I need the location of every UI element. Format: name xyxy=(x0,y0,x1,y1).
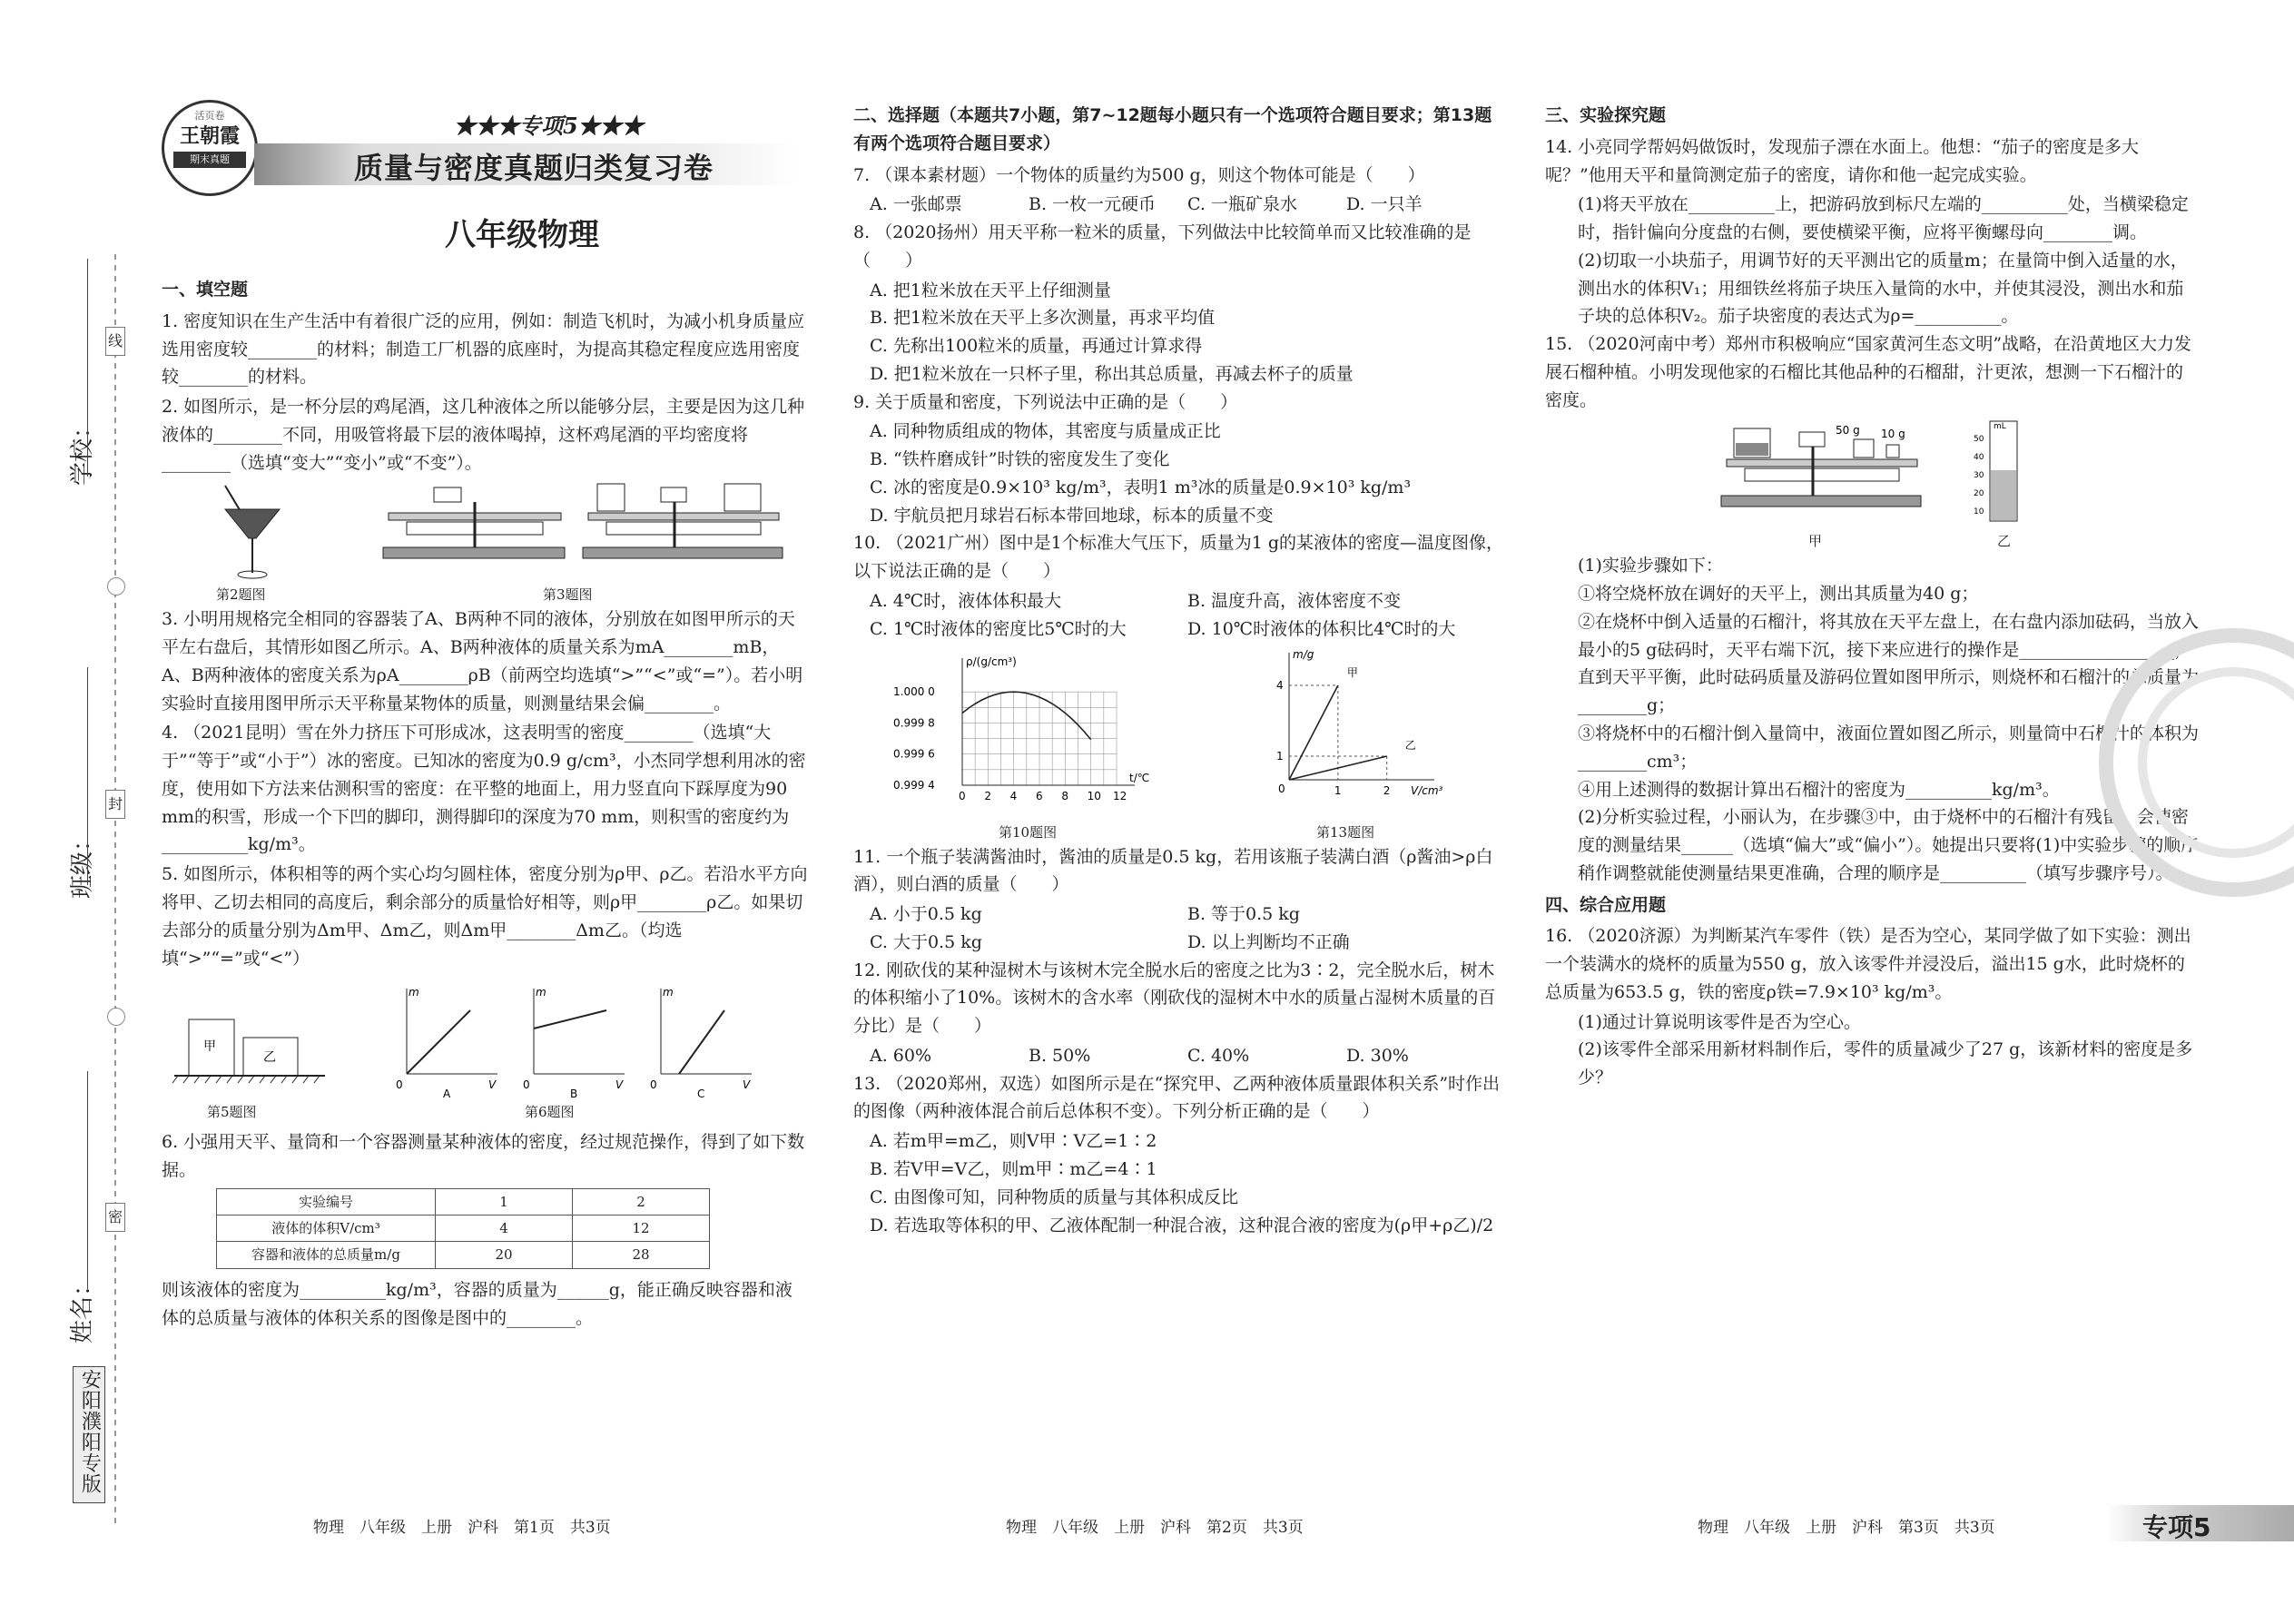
svg-text:乙: 乙 xyxy=(263,1050,276,1066)
fig-15a-caption: 甲 xyxy=(1808,533,1823,550)
svg-text:0: 0 xyxy=(523,1078,530,1092)
option[interactable]: B. 等于0.5 kg xyxy=(1187,904,1300,925)
binding-knob-1 xyxy=(107,577,125,595)
mass-volume-chart xyxy=(1253,644,1452,825)
option[interactable]: A. 若m甲=m乙，则V甲∶V乙=1∶2 xyxy=(870,1131,1157,1152)
section-experiment: 三、实验探究题 xyxy=(1545,105,1667,125)
q10-options-2 xyxy=(853,615,1505,644)
option[interactable]: D. 宇航员把月球岩石标本带回地球，标本的质量不变 xyxy=(870,505,1274,526)
x-axis-label: t/℃ xyxy=(1129,771,1150,784)
y-axis-label: m/g xyxy=(1293,647,1314,661)
option[interactable]: C. 先称出100粒米的质量，再通过计算求得 xyxy=(870,336,1203,357)
table-cell: 实验编号 xyxy=(217,1188,436,1215)
table-row xyxy=(217,1242,710,1268)
option[interactable]: B. 若V甲=V乙，则m甲∶m乙=4∶1 xyxy=(870,1158,1157,1179)
question-14a: (1)将天平放在__________上，把游码放到标尺左端的__________处，当横梁稳定时，指针偏向分度盘的右侧，要使横梁平衡，应将平衡螺母向________调。 xyxy=(1578,194,2189,243)
watermark-seal xyxy=(2097,626,2294,899)
table-cell: 液体的体积V/cm³ xyxy=(217,1216,436,1242)
q7-options xyxy=(853,191,1505,219)
binding-knob-2 xyxy=(107,1008,125,1026)
question-2: 2. 如图所示，是一杯分层的鸡尾酒，这几种液体之所以能够分层，主要是因为这几种液体的________不同，用吸管将最下层的液体喝掉，这杯鸡尾酒的平均密度将________（选填“变大”“变小”或“不变”）。 xyxy=(162,397,805,473)
option[interactable]: A. 4℃时，液体体积最大 xyxy=(870,591,1062,612)
balance-image-a xyxy=(379,484,570,584)
option[interactable]: A. 同种物质组成的物体，其密度与质量成正比 xyxy=(870,421,1221,442)
cocktail-glass-image xyxy=(216,482,289,582)
option[interactable]: C. 大于0.5 kg xyxy=(870,931,982,952)
fig-15 xyxy=(1545,416,2199,552)
question-11: 11. 一个瓶子装满酱油时，酱油的质量是0.5 kg，若用该瓶子装满白酒（ρ酱油>ρ白酒），则白酒的质量（ ） xyxy=(853,846,1493,895)
svg-text:50 g: 50 g xyxy=(1836,424,1860,438)
option[interactable]: B. 一枚一元硬币 xyxy=(1029,194,1157,215)
table-row xyxy=(217,1188,710,1215)
option[interactable]: D. 30% xyxy=(1346,1045,1409,1066)
x-tick-label: 1 xyxy=(1334,783,1342,797)
question-6: 6. 小强用天平、量筒和一个容器测量某种液体的密度，经过规范操作，得到了如下数据。 xyxy=(162,1132,805,1181)
option[interactable]: D. 10℃时液体的体积比4℃时的大 xyxy=(1187,618,1456,639)
svg-text:20: 20 xyxy=(1974,489,1984,499)
svg-text:A: A xyxy=(443,1088,451,1101)
y-tick-label: 0.999 8 xyxy=(893,715,935,729)
question-12: 12. 刚砍伐的某种湿树木与该树木完全脱水后的密度之比为3∶2，完全脱水后，树木的体积缩小了10%。该树木的含水率（刚砍伐的湿树木中水的质量占湿树木质量的百分比）是（ ） xyxy=(853,960,1496,1037)
fig-5-caption: 第5题图 xyxy=(207,1104,257,1121)
option[interactable]: A. 小于0.5 kg xyxy=(870,904,982,925)
fig-10-13 xyxy=(853,644,1505,843)
footer-page-3: 物理 八年级 上册 沪科 第3页 共3页 xyxy=(1698,1519,1995,1537)
footer-page-2: 物理 八年级 上册 沪科 第2页 共3页 xyxy=(1006,1519,1304,1537)
question-10: 10. （2021广州）图中是1个标准大气压下，质量为1 g的某液体的密度—温度图像，以下说法正确的是（ ） xyxy=(853,533,1503,582)
edition-box xyxy=(73,1366,105,1503)
x-tick-label: 2 xyxy=(1383,783,1391,797)
y-tick-label: 1.000 0 xyxy=(893,684,935,698)
svg-text:V: V xyxy=(615,1078,624,1092)
data-table-6 xyxy=(216,1188,710,1269)
svg-text:m: m xyxy=(409,986,419,999)
class-field[interactable] xyxy=(87,667,89,885)
svg-text:V: V xyxy=(743,1078,751,1092)
option[interactable]: B. “铁杵磨成针”时铁的密度发生了变化 xyxy=(870,449,1170,470)
binding-line xyxy=(113,254,117,1525)
fig-5-6 xyxy=(162,974,808,1128)
balance-image-b xyxy=(579,478,788,584)
svg-text:m: m xyxy=(536,986,546,999)
column-2 xyxy=(853,98,1505,1239)
option[interactable]: A. 一张邮票 xyxy=(870,194,962,215)
section-choice: 二、选择题（本题共7小题，第7~12题每小题只有一个选项符合题目要求；第13题有两个选项符合题目要求） xyxy=(853,105,1492,153)
y-tick-label: 0.999 4 xyxy=(893,778,935,792)
x-axis-label: V/cm³ xyxy=(1411,783,1443,797)
graph-b xyxy=(516,983,634,1101)
density-temperature-chart xyxy=(890,649,1189,822)
series-line-2 xyxy=(1289,756,1387,780)
question-16a: (1)通过计算说明该零件是否为空心。 xyxy=(1578,1011,1861,1032)
table-cell: 容器和液体的总质量m/g xyxy=(217,1242,436,1268)
option[interactable]: B. 温度升高，液体密度不变 xyxy=(1187,591,1402,612)
svg-text:V: V xyxy=(488,1078,497,1092)
question-3: 3. 小明用规格完全相同的容器装了A、B两种不同的液体，分别放在如图甲所示的天平左右盘后，其情形如图乙所示。A、B两种液体的质量关系为mA________mB，A、B两种液体的密度关系为ρA________ρB（前两空均选填“>”“<”或“=”）。若小明实验时直接用图甲所示天平称量某物体的质量，则测量结果会偏________。 xyxy=(162,609,803,714)
option[interactable]: D. 一只羊 xyxy=(1346,194,1423,215)
graph-a xyxy=(389,983,507,1101)
graph-c xyxy=(643,983,761,1101)
fig-2-3 xyxy=(162,478,808,605)
column-3 xyxy=(1545,98,2199,1092)
series-line-1 xyxy=(1289,685,1338,780)
q11-options-2 xyxy=(853,929,1505,957)
name-field[interactable] xyxy=(87,1071,89,1289)
table-cell: 20 xyxy=(436,1242,573,1268)
question-15a: (1)实验步骤如下： xyxy=(1578,556,1723,576)
option[interactable]: C. 冰的密度是0.9×10³ kg/m³，表明1 m³冰的质量是0.9×10³ kg/m³ xyxy=(870,477,1412,497)
svg-text:甲: 甲 xyxy=(203,1039,216,1055)
option[interactable]: C. 一瓶矿泉水 xyxy=(1187,194,1297,215)
question-14: 14. 小亮同学帮妈妈做饭时，发现茄子漂在水面上。他想：“茄子的密度是多大呢？”他用天平和量筒测定茄子的密度，请你和他一起完成实验。 xyxy=(1545,136,2139,185)
measuring-cylinder-image xyxy=(1972,416,2035,534)
bind-label-secret: 密 xyxy=(105,1203,125,1232)
x-tick-label: 6 xyxy=(1036,789,1043,802)
x-tick-label: 12 xyxy=(1113,789,1127,802)
x-tick-label: 4 xyxy=(1009,789,1018,802)
section-application: 四、综合应用题 xyxy=(1545,894,1667,915)
edition-label: 安阳濮阳专版 xyxy=(78,1369,102,1494)
series-label-2: 乙 xyxy=(1404,738,1416,752)
svg-text:C: C xyxy=(697,1088,705,1101)
bind-label-line: 线 xyxy=(105,327,125,356)
table-cell: 12 xyxy=(573,1216,710,1242)
footer-tag-label: 专项5 xyxy=(2142,1512,2211,1542)
school-label: 学校： xyxy=(69,414,96,486)
logo-text: 王朝霞 xyxy=(179,123,240,148)
header-title: 质量与密度真题归类复习卷 xyxy=(354,151,714,185)
option[interactable]: D. 若选取等体积的甲、乙液体配制一种混合液，这种混合液的密度为(ρ甲+ρ乙)/2 xyxy=(870,1215,1494,1235)
section-fill: 一、填空题 xyxy=(162,280,249,300)
question-6b: 则该液体的密度为__________kg/m³，容器的质量为______g，能正确反映容器和液体的总质量与液体的体积关系的图像是图中的________。 xyxy=(162,1279,793,1328)
question-8: 8. （2020扬州）用天平称一粒米的质量，下列做法中比较简单而又比较准确的是（ ） xyxy=(853,222,1472,271)
class-label: 班级： xyxy=(69,827,96,899)
fig-13-caption: 第13题图 xyxy=(1316,823,1375,841)
question-14b: (2)切取一小块茄子，用调节好的天平测出它的质量m；在量筒中倒入适量的水，测出水的体积V₁；用细铁丝将茄子块压入量筒的水中，并使其浸没，测出水和茄子块的总体积V₂。茄子块密度的表达式为ρ=__________。 xyxy=(1578,250,2188,327)
fig-6-caption: 第6题图 xyxy=(525,1104,575,1121)
y-tick-label: 4 xyxy=(1276,678,1284,692)
question-13: 13. （2020郑州，双选）如图所示是在“探究甲、乙两种液体质量跟体积关系”时作出的图像（两种液体混合前后总体积不变）。下列分析正确的是（ ） xyxy=(853,1073,1501,1122)
bind-label-seal: 封 xyxy=(105,790,125,819)
question-15-step2: ②在烧杯中倒入适量的石榴汁，将其放在天平左盘上，在右盘内添加砝码，当放入最小的5 g砝码时，天平右端下沉，接下来应进行的操作是__________________，直到天平平衡，此时砝码质量及游码位置如图甲所示，则烧杯和石榴汁的总质量为________g； xyxy=(1578,611,2200,716)
svg-text:m: m xyxy=(663,986,674,999)
q10-options-1 xyxy=(853,587,1505,615)
option[interactable]: C. 由图像可知，同种物质的质量与其体积成反比 xyxy=(870,1186,1238,1207)
svg-text:mL: mL xyxy=(1994,422,2006,432)
question-1: 1. 密度知识在生产生活中有着很广泛的应用，例如：制造飞机时，为减小机身质量应选用密度较________的材料；制造工厂机器的底座时，为提高其稳定程度应选用密度较________的材料。 xyxy=(162,310,805,388)
fig-2-caption: 第2题图 xyxy=(216,586,266,604)
header-badge: ★★★专项5★★★ xyxy=(454,113,644,139)
y-axis-label: ρ/(g/cm³) xyxy=(966,655,1017,668)
table-row xyxy=(217,1216,710,1242)
table-cell: 1 xyxy=(436,1188,573,1215)
svg-text:B: B xyxy=(570,1088,578,1101)
logo-bottom: 期末真题 xyxy=(173,152,246,168)
table-cell: 4 xyxy=(436,1216,573,1242)
fig-15b-caption: 乙 xyxy=(1997,533,2012,550)
svg-text:40: 40 xyxy=(1974,453,1984,463)
question-15-step3: ③将烧杯中的石榴汁倒入量筒中，液面位置如图乙所示，则量筒中石榴汁的体积为________cm³； xyxy=(1578,723,2200,772)
option[interactable]: C. 40% xyxy=(1187,1045,1250,1066)
option[interactable]: C. 1℃时液体的密度比5℃时的大 xyxy=(870,618,1127,639)
question-5: 5. 如图所示，体积相等的两个实心均匀圆柱体，密度分别为ρ甲、ρ乙。若沿水平方向将甲、乙切去相同的高度后，剩余部分的质量恰好相等，则ρ甲________ρ乙。如果切去部分的质量分别为Δm甲、Δm乙，则Δm甲________Δm乙。（均选填“>”“=”或“<”） xyxy=(162,864,808,969)
svg-text:10: 10 xyxy=(1974,507,1984,517)
logo xyxy=(162,100,258,196)
y-tick-label: 1 xyxy=(1276,749,1284,763)
name-label: 姓名： xyxy=(69,1272,96,1343)
question-7: 7. （课本素材题）一个物体的质量约为500 g，则这个物体可能是（ ） xyxy=(853,164,1425,185)
q12-options xyxy=(853,1042,1505,1070)
svg-text:50: 50 xyxy=(1974,435,1984,445)
question-16b: (2)该零件全部采用新材料制作后，零件的质量减少了27 g，该新材料的密度是多少？ xyxy=(1578,1039,2193,1088)
logo-top: 活页卷 xyxy=(194,110,225,122)
q11-options-1 xyxy=(853,901,1505,929)
table-cell: 28 xyxy=(573,1242,710,1268)
x-tick-label: 0 xyxy=(1278,782,1285,795)
option[interactable]: B. 50% xyxy=(1029,1045,1091,1066)
fig-10-caption: 第10题图 xyxy=(999,823,1058,841)
option[interactable]: D. 把1粒米放在一只杯子里，称出其总质量，再减去杯子的质量 xyxy=(870,363,1354,384)
option[interactable]: D. 以上判断均不正确 xyxy=(1187,931,1350,952)
cylinders-image xyxy=(171,1010,334,1092)
svg-text:30: 30 xyxy=(1974,471,1984,481)
series-label-1: 甲 xyxy=(1346,665,1358,679)
svg-text:10 g: 10 g xyxy=(1881,428,1905,441)
question-15: 15. （2020河南中考）郑州市积极响应“国家黄河生态文明”战略，在沿黄地区大力发展石榴种植。小明发现他家的石榴比其他品种的石榴甜，汁更浓，想测一下石榴汁的密度。 xyxy=(1545,334,2192,410)
header-subtitle: 八年级物理 xyxy=(445,217,599,253)
option[interactable]: A. 把1粒米放在天平上仔细测量 xyxy=(870,280,1111,300)
footer-page-1: 物理 八年级 上册 沪科 第1页 共3页 xyxy=(313,1519,611,1537)
x-tick-label: 10 xyxy=(1087,789,1101,802)
table-cell: 2 xyxy=(573,1188,710,1215)
y-tick-label: 0.999 6 xyxy=(893,747,935,761)
option[interactable]: A. 60% xyxy=(870,1045,932,1066)
x-tick-label: 0 xyxy=(959,789,966,802)
x-tick-label: 8 xyxy=(1061,789,1068,802)
svg-text:0: 0 xyxy=(396,1078,403,1092)
fig-3-caption: 第3题图 xyxy=(543,586,593,604)
question-16: 16. （2020济源）为判断某汽车零件（铁）是否为空心，某同学做了如下实验：测出一个装满水的烧杯的质量为550 g，放入该零件并浸没后，溢出15 g水，此时烧杯的总质量为653.5 g，铁的密度ρ铁=7.9×10³ kg/m³。 xyxy=(1545,926,2191,1002)
school-field[interactable] xyxy=(87,259,89,477)
question-15-step4: ④用上述测得的数据计算出石榴汁的密度为__________kg/m³。 xyxy=(1578,779,2060,800)
question-15b: (2)分析实验过程，小丽认为，在步骤③中，由于烧杯中的石榴汁有残留，会使密度的测量结果______（选填“偏大”或“偏小”）。她提出只要将(1)中实验步骤的顺序稍作调整就能使测量结果更准确，合理的顺序是__________（填写步骤序号）。 xyxy=(1578,807,2199,883)
question-9: 9. 关于质量和密度，下列说法中正确的是（ ） xyxy=(853,391,1238,412)
column-1 xyxy=(162,272,808,1334)
question-4: 4. （2021昆明）雪在外力挤压下可形成冰，这表明雪的密度________（选填“大于”“等于”或“小于”）冰的密度。已知冰的密度为0.9 g/cm³，小杰同学想利用冰的密度，使用如下方法来估测积雪的密度：在平整的地面上，用力竖直向下踩厚度为90 mm的积雪，形成一个下凹的脚印，测得脚印的深度为70 mm，则积雪的密度约为__________kg/m³。 xyxy=(162,723,806,855)
x-tick-label: 2 xyxy=(984,789,991,802)
balance-weights-image xyxy=(1718,421,1926,530)
svg-text:0: 0 xyxy=(650,1078,657,1092)
question-15-step1: ①将空烧杯放在调好的天平上，测出其质量为40 g； xyxy=(1578,584,1979,605)
option[interactable]: B. 把1粒米放在天平上多次测量，再求平均值 xyxy=(870,308,1216,329)
